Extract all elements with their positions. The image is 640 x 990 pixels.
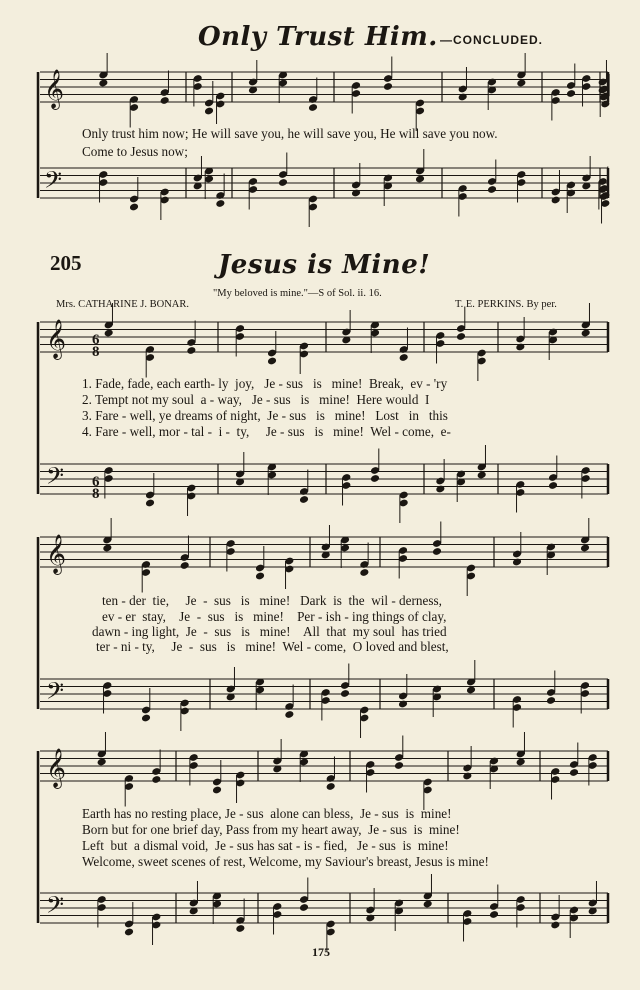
composer-credit: T. E. PERKINS. By per.	[455, 299, 557, 310]
system-0-bass-notehead	[278, 178, 288, 187]
system-2-treble-notehead	[432, 547, 442, 556]
page-number: 175	[312, 945, 330, 959]
verse-1-system-1: 1. Fade, fade, each earth- ly joy, Je - sus is mine! Break, ev - 'ry	[82, 376, 448, 391]
verse-2-system-1: 2. Tempt not my soul a - way, Je - sus is mine! Here would I	[82, 392, 430, 407]
system-0-treble-notehead	[383, 82, 393, 91]
system-0-treble-notehead	[204, 107, 214, 116]
system-3-bass-notehead	[124, 928, 134, 937]
scripture-reference: "My beloved is mine."—S of Sol. ii. 16.	[213, 288, 382, 299]
system-3-treble-clef: 𝄞	[46, 748, 67, 788]
system-0-treble-clef: 𝄞	[44, 69, 65, 109]
system-1-treble-notehead	[515, 343, 525, 352]
system-1-bass-notehead	[145, 499, 155, 508]
system-1-bass-notehead	[299, 495, 309, 504]
system-2-bass-notehead	[546, 696, 556, 705]
verse-1-system-2: ten - der tie, Je - sus is mine! Dark is the wil - derness,	[102, 593, 442, 608]
verse-2-system-2: ev - er stay, Je - sus is mine! Per - ish - ing things of clay,	[102, 609, 447, 624]
system-3-bass-clef: 𝄢	[46, 891, 65, 924]
system-0-treble-notehead	[308, 103, 318, 112]
verse-1-system-3: Earth has no resting place, Je - sus alone can bless, Je - sus is mine!	[82, 806, 452, 821]
system-3-treble-notehead	[394, 761, 404, 770]
system-3-bass-notehead	[235, 924, 245, 933]
system-1-bass-notehead	[370, 474, 380, 483]
system-0-treble-notehead	[458, 93, 468, 102]
concluded-label: —CONCLUDED.	[440, 33, 543, 47]
time-signature-treble: 8	[92, 344, 100, 360]
verse-3-system-2: dawn - ing light, Je - sus is mine! All that my soul has tried	[92, 624, 447, 639]
system-2-treble-clef: 𝄞	[46, 534, 67, 574]
system-1-treble-clef: 𝄞	[46, 319, 67, 359]
system-1-bass-notehead	[548, 481, 558, 490]
system-0-bass-notehead	[487, 185, 497, 194]
system-1-treble-notehead	[456, 332, 466, 341]
system-0-bass-clef: 𝄢	[44, 166, 63, 199]
system-3-bass-notehead	[365, 914, 375, 923]
system-3-bass-notehead	[299, 903, 309, 912]
system-2-treble-notehead	[180, 561, 190, 570]
system-2-bass-notehead	[141, 714, 151, 723]
system-0-bass-notehead	[551, 196, 561, 205]
time-signature-bass: 8	[92, 486, 100, 502]
system-3-treble-notehead	[569, 768, 579, 777]
system-1-treble-notehead	[186, 346, 196, 355]
verse-3-system-3: Left but a dismal void, Je - sus has sat - is - fied, Je - sus is mine!	[82, 838, 449, 853]
continued-lyric-line-1: Only trust him now; He will save you, he will save you, He will save you now.	[82, 126, 498, 141]
verse-4-system-1: 4. Fare - well, mor - tal - i - ty, Je - sus is mine! Wel - come, e-	[82, 424, 451, 439]
verse-3-system-1: 3. Fare - well, ye dreams of night, Je - sus is mine! Lost in this	[82, 408, 448, 423]
system-2-treble-notehead	[255, 572, 265, 581]
system-3-bass-notehead	[550, 921, 560, 930]
system-1-bass-notehead	[435, 485, 445, 494]
verse-4-system-2: ter - ni - ty, Je - sus is mine! Wel - come, O loved and blest,	[96, 639, 449, 654]
author-credit: Mrs. CATHARINE J. BONAR.	[56, 299, 190, 310]
system-2-bass-notehead	[284, 710, 294, 719]
system-3-treble-notehead	[326, 782, 336, 791]
system-2-bass-clef: 𝄢	[46, 677, 65, 710]
system-2-bass-notehead	[340, 689, 350, 698]
time-signature-bass: 6	[92, 474, 100, 490]
continued-hymn-title: Only Trust Him.	[198, 22, 438, 52]
system-0-bass-notehead	[129, 203, 139, 212]
system-0-treble-notehead	[160, 96, 170, 105]
system-2-treble-notehead	[512, 558, 522, 567]
verse-4-system-3: Welcome, sweet scenes of rest, Welcome, my Saviour's breast, Jesus is mine!	[82, 854, 489, 869]
system-3-treble-notehead	[151, 775, 161, 784]
verse-2-system-3: Born but for one brief day, Pass from my heart away, Je - sus is mine!	[82, 822, 460, 837]
system-0-bass-notehead	[351, 189, 361, 198]
continued-lyric-line-2: Come to Jesus now;	[82, 144, 188, 159]
hymn-title: Jesus is Mine!	[218, 250, 431, 280]
system-0-treble-notehead	[566, 89, 576, 98]
system-1-treble-notehead	[267, 357, 277, 366]
hymn-number: 205	[50, 251, 82, 275]
system-1-bass-clef: 𝄢	[46, 462, 65, 495]
system-0-bass-notehead	[215, 199, 225, 208]
system-2-treble-notehead	[359, 568, 369, 577]
system-3-bass-notehead	[489, 910, 499, 919]
system-2-bass-notehead	[398, 700, 408, 709]
time-signature-treble: 6	[92, 332, 100, 348]
system-3-treble-notehead	[462, 772, 472, 781]
system-3-treble-notehead	[212, 786, 222, 795]
system-1-treble-notehead	[399, 353, 409, 362]
